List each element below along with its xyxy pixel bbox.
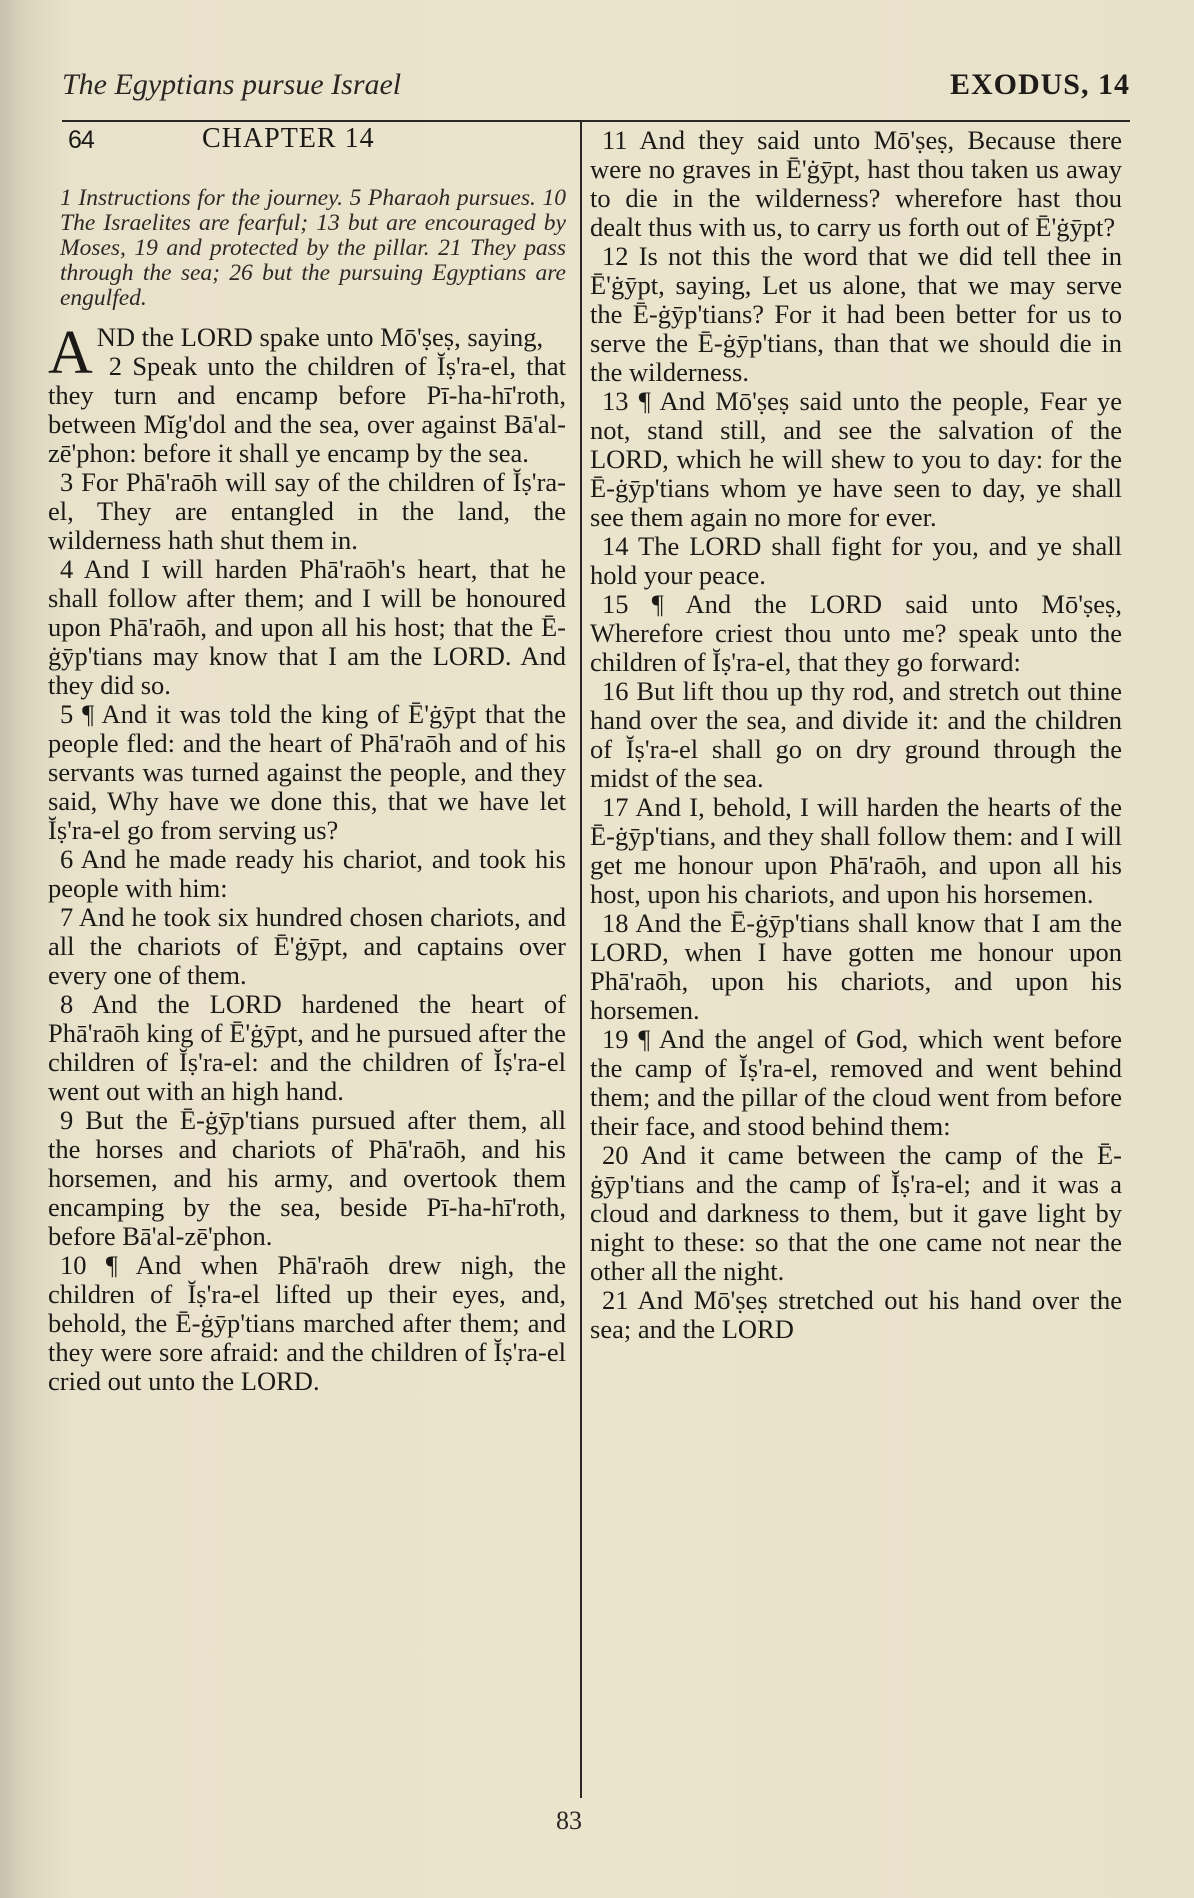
verse-17: 17 And I, behold, I will harden the hearts of the Ē-ġȳp'tians, and they shall follow them: and I will get me honour upon Phā'raōh, and upon all his host, upon his chariots, and upon his horsemen. [590, 792, 1122, 909]
verse-14: 14 The LORD shall fight for you, and ye shall hold your peace. [590, 531, 1122, 590]
verse-19: 19 ¶ And the angel of God, which went before the camp of Ĭṣ'ra-el, removed and went behind them; and the pillar of the cloud went from before their face, and stood behind them: [590, 1024, 1122, 1141]
drop-cap: A [48, 318, 93, 387]
verse-8: 8 And the LORD hardened the heart of Phā'raōh king of Ē'ġȳpt, and he pursued after the children of Ĭṣ'ra-el: and the children of Ĭṣ'ra-el went out with an high hand. [48, 988, 566, 1106]
chapter-number: 64 [68, 126, 94, 154]
verse-2: 2 Speak unto the children of Ĭṣ'ra-el, that they turn and encamp before Pī-ha-hī'roth, between Mĭg'dol and the sea, over against Bā'al-zē'phon: before it shall ye encamp by the sea. [48, 350, 566, 468]
chapter-summary: 1 Instructions for the journey. 5 Pharaoh pursues. 10 The Israelites are fearful; 13 but are encouraged by Moses, 19 and protected by the pillar. 21 They pass through the sea; 26 but the pursuing Egyptians are engulfed. [60, 184, 566, 311]
right-column [590, 126, 1122, 1344]
verse-16: 16 But lift thou up thy rod, and stretch out thine hand over the sea, and divide it: and the children of Ĭṣ'ra-el shall go on dry ground through the midst of the sea. [590, 676, 1122, 793]
verse-18: 18 And the Ē-ġȳp'tians shall know that I am the LORD, when I have gotten me honour upon Phā'raōh, upon his chariots, and upon his horsemen. [590, 908, 1122, 1025]
verse-7: 7 And he took six hundred chosen chariots, and all the chariots of Ē'ġȳpt, and captains over every one of them. [48, 901, 566, 990]
left-column [48, 123, 566, 1396]
page-number: 83 [556, 1806, 582, 1835]
verse-13: 13 ¶ And Mō'ṣeṣ said unto the people, Fear ye not, stand still, and see the salvation of the LORD, which he will shew to you to day: for the Ē-ġȳp'tians whom ye have seen to day, ye shall see them again no more for ever. [590, 386, 1122, 532]
verse-6: 6 And he made ready his chariot, and took his people with him: [48, 843, 566, 903]
verse-12: 12 Is not this the word that we did tell thee in Ē'ġȳpt, saying, Let us alone, that we may serve the Ē-ġȳp'tians? For it had been better for us to serve the Ē-ġȳp'tians, than that we should die in the wilderness. [590, 241, 1122, 387]
verse-1 [48, 318, 566, 387]
running-head-title: The Egyptians pursue Israel [62, 68, 402, 101]
running-head [62, 68, 1130, 112]
running-head-book-chapter: EXODUS, 14 [949, 68, 1130, 101]
verse-text: ND the LORD spake unto Mō'ṣeṣ, saying, [96, 321, 544, 352]
verse-15: 15 ¶ And the LORD said unto Mō'ṣeṣ, Wherefore criest thou unto me? speak unto the children of Ĭṣ'ra-el, that they go forward: [590, 589, 1122, 677]
verse-5: 5 ¶ And it was told the king of Ē'ġȳpt that the people fled: and the heart of Phā'raōh and of his servants was turned against the people, and they said, Why have we done this, that we have let Ĭṣ'ra-el go from serving us? [48, 698, 566, 845]
verse-9: 9 But the Ē-ġȳp'tians pursued after them, all the horses and chariots of Phā'raōh, and his horsemen, and his army, and overtook them encamping by the sea, beside Pī-ha-hī'roth, before Bā'al-zē'phon. [48, 1104, 566, 1251]
chapter-heading [48, 123, 566, 162]
verse-10: 10 ¶ And when Phā'raōh drew nigh, the children of Ĭṣ'ra-el lifted up their eyes, and, behold, the Ē-ġȳp'tians marched after them; and they were sore afraid: and the children of Ĭṣ'ra-el cried out unto the LORD. [48, 1249, 566, 1396]
verse-3: 3 For Phā'raōh will say of the children of Ĭṣ'ra-el, They are entangled in the land, the wilderness hath shut them in. [48, 466, 566, 555]
verse-20: 20 And it came between the camp of the Ē-ġȳp'tians and the camp of Ĭṣ'ra-el; and it was a cloud and darkness to them, but it gave light by night to these: so that the one came not near the other all the night. [590, 1140, 1122, 1286]
chapter-title: CHAPTER 14 [202, 123, 375, 154]
verse-4: 4 And I will harden Phā'raōh's heart, that he shall follow after them; and I will be honoured upon Phā'raōh, and upon all his host; that the Ē-ġȳp'tians may know that I am the LORD. And they did so. [48, 553, 566, 700]
verse-11: 11 And they said unto Mō'ṣeṣ, Because there were no graves in Ē'ġȳpt, hast thou taken us away to die in the wilderness? wherefore hast thou dealt thus with us, to carry us forth out of Ē'ġȳpt? [590, 125, 1122, 242]
verse-21: 21 And Mō'ṣeṣ stretched out his hand over the sea; and the LORD [590, 1285, 1122, 1344]
header-rule [62, 120, 1130, 122]
column-divider [580, 122, 582, 1798]
